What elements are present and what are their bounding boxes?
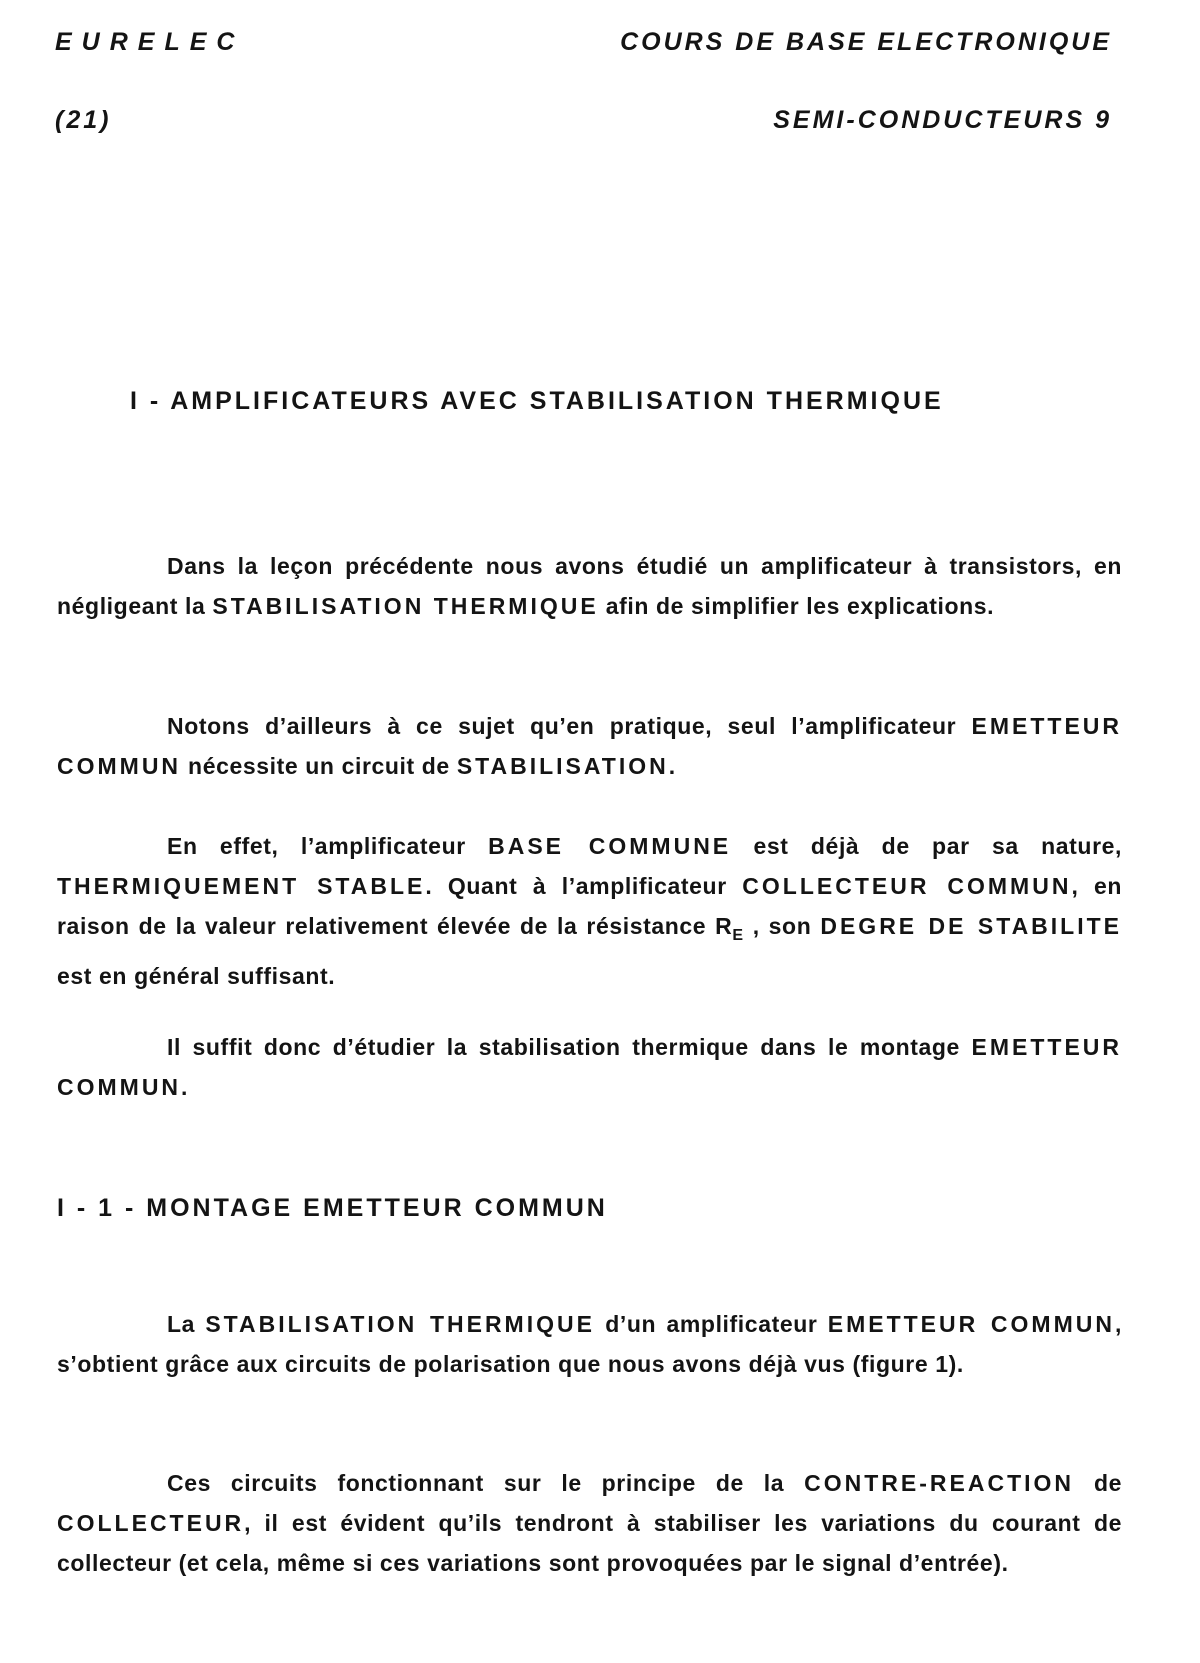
paragraph-text: nécessite un circuit de <box>188 753 450 779</box>
subscript: E <box>732 927 744 944</box>
keyword: EMETTEUR COMMUN <box>827 1311 1115 1337</box>
paragraph-text: , en raison de la valeur relativement élevée de la résistance R <box>57 873 1123 939</box>
paragraph-text: , il est évident qu’ils tendront à stabiliser les variations du courant de collecteur (et cela, même si ces variations sont provoquées par le signal d’entrée). <box>57 1510 1122 1576</box>
paragraph-text: . Quant à l’amplificateur <box>425 873 727 899</box>
paragraph-text: En effet, l’amplificateur <box>167 833 466 859</box>
paragraph-text: Notons d’ailleurs à ce sujet qu’en pratique, seul l’amplificateur <box>167 713 957 739</box>
paragraph-text: . <box>668 753 676 779</box>
keyword: CONTRE-REACTION <box>804 1470 1075 1496</box>
paragraph-text: est déjà de par sa nature, <box>753 833 1123 859</box>
keyword: STABILISATION <box>456 753 669 779</box>
brand-name: EURELEC <box>55 28 245 56</box>
paragraph <box>57 1027 1122 1107</box>
paragraph <box>57 826 1122 996</box>
keyword: THERMIQUEMENT STABLE <box>57 873 426 899</box>
paragraph-text: , s’obtient grâce aux circuits de polarisation que nous avons déjà vus (figure 1). <box>57 1311 1122 1377</box>
lesson-title: SEMI-CONDUCTEURS 9 <box>773 106 1112 134</box>
paragraph-text: est en général suffisant. <box>57 963 336 989</box>
keyword: COLLECTEUR <box>57 1510 245 1536</box>
keyword: STABILISATION THERMIQUE <box>212 593 599 619</box>
keyword: BASE COMMUNE <box>488 833 732 859</box>
paragraph <box>57 1304 1122 1384</box>
paragraph-text: Dans la leçon précédente nous avons étudié un amplificateur à transistors, en négligeant la <box>57 553 1122 619</box>
paragraph-text: Il suffit donc d’étudier la stabilisation thermique dans le montage <box>167 1034 960 1060</box>
paragraph <box>57 1463 1122 1583</box>
paragraph <box>57 546 1122 626</box>
paragraph-text: . <box>181 1074 189 1100</box>
paragraph-text: , son <box>752 913 812 939</box>
keyword: EMETTEUR COMMUN <box>57 713 1122 779</box>
paragraph-text: d’un amplificateur <box>605 1311 818 1337</box>
section-heading: I - AMPLIFICATEURS AVEC STABILISATION THERMIQUE <box>130 387 944 415</box>
paragraph-text: La <box>167 1311 196 1337</box>
subsection-heading: I - 1 - MONTAGE EMETTEUR COMMUN <box>57 1194 608 1222</box>
keyword: EMETTEUR COMMUN <box>57 1034 1122 1100</box>
paragraph <box>57 706 1122 786</box>
course-title: COURS DE BASE ELECTRONIQUE <box>620 28 1112 56</box>
lesson-number: (21) <box>55 106 112 134</box>
keyword: STABILISATION THERMIQUE <box>205 1311 595 1337</box>
paragraph-text: afin de simplifier les explications. <box>605 593 995 619</box>
keyword: COLLECTEUR COMMUN <box>742 873 1072 899</box>
paragraph-text: de <box>1093 1470 1122 1496</box>
keyword: DEGRE DE STABILITE <box>820 913 1123 939</box>
paragraph-text: Ces circuits fonctionnant sur le principe de la <box>167 1470 785 1496</box>
